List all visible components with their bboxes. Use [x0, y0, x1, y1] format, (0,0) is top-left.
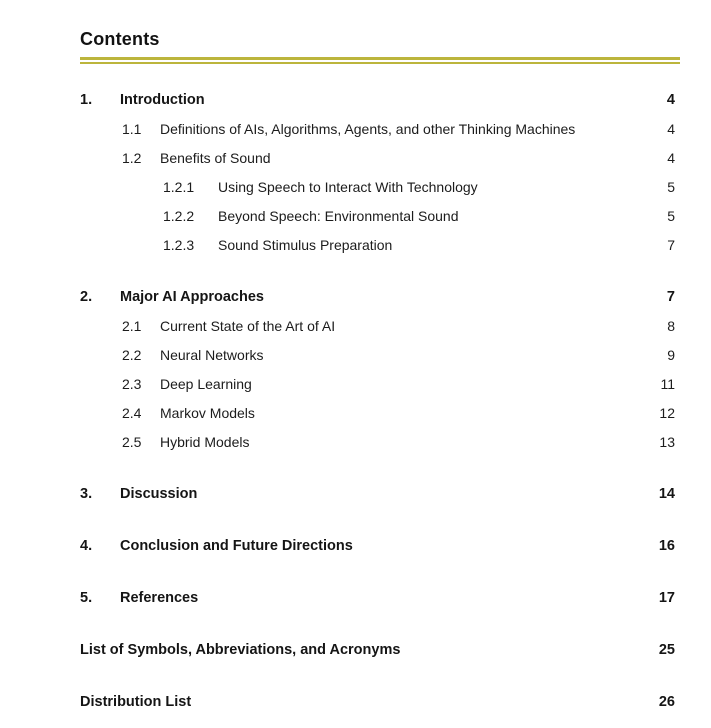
toc-entry-number: 1.2	[122, 150, 142, 166]
toc-entry-title: Hybrid Models	[160, 434, 250, 450]
toc-entry	[80, 538, 675, 555]
toc-entry-page: 26	[658, 694, 675, 710]
toc-entry-number: 1.	[80, 92, 93, 108]
toc-entry-page: 7	[667, 237, 675, 253]
toc-entry-title: Neural Networks	[160, 347, 264, 363]
toc-entry-page: 25	[658, 642, 675, 658]
toc-entry-title: Definitions of AIs, Algorithms, Agents, and other Thinking Machines	[160, 121, 576, 137]
toc-entry-title: Beyond Speech: Environmental Sound	[218, 208, 459, 224]
toc-entry-number: 2.4	[122, 405, 142, 421]
toc-entry-page: 4	[667, 121, 675, 137]
toc-entry-title: Benefits of Sound	[160, 150, 271, 166]
toc-entry-number: 2.2	[122, 347, 142, 363]
toc-entry-page: 17	[658, 590, 675, 606]
toc-entry	[80, 347, 675, 364]
toc-entry-title: Distribution List	[80, 694, 192, 710]
toc-entry-title: Conclusion and Future Directions	[120, 538, 353, 554]
toc-entry-number: 2.5	[122, 434, 142, 450]
toc-entry	[80, 590, 675, 607]
toc-entry-page: 16	[658, 538, 675, 554]
toc-entry	[80, 179, 675, 196]
toc-entry	[80, 150, 675, 167]
toc-entry-page: 4	[667, 150, 675, 166]
toc-entry	[80, 237, 675, 254]
toc-entry	[80, 405, 675, 422]
page-title: Contents	[80, 29, 160, 49]
toc-entry-number: 5.	[80, 590, 93, 606]
toc-entry	[80, 434, 675, 451]
toc-entry-number: 3.	[80, 486, 93, 502]
toc-entry-page: 13	[659, 434, 675, 450]
toc-entry-title: Discussion	[120, 486, 198, 502]
toc-entry-page: 14	[658, 486, 675, 502]
toc-entry-title: References	[120, 590, 199, 606]
toc-entry	[80, 376, 675, 393]
toc-entry-title: Current State of the Art of AI	[160, 318, 336, 334]
title-rule	[80, 57, 680, 64]
toc-entry	[80, 486, 675, 503]
toc-entry-number: 2.	[80, 289, 93, 305]
toc-entry-title: Deep Learning	[160, 376, 252, 392]
toc-entry-page: 9	[667, 347, 675, 363]
toc-entry-page: 7	[666, 289, 675, 305]
toc-entry	[80, 121, 675, 138]
toc-entry	[80, 694, 675, 711]
toc-entry-number: 1.2.1	[163, 179, 195, 195]
toc-entry-page: 8	[667, 318, 675, 334]
toc-entry-title: Sound Stimulus Preparation	[218, 237, 393, 253]
toc-entry-title: Introduction	[120, 92, 205, 108]
toc-entry-page: 11	[660, 376, 675, 392]
toc-entry-page: 5	[667, 179, 675, 195]
toc-entry-page: 4	[666, 92, 675, 108]
toc-entry-number: 4.	[80, 538, 93, 554]
toc-list	[80, 92, 675, 711]
toc-entry-number: 2.3	[122, 376, 142, 392]
toc-entry-title: Major AI Approaches	[120, 289, 264, 305]
toc-entry	[80, 642, 675, 659]
toc-entry-title: List of Symbols, Abbreviations, and Acronyms	[80, 642, 401, 658]
toc-entry-title: Markov Models	[160, 405, 255, 421]
toc-entry	[80, 289, 675, 306]
toc-entry-number: 1.1	[122, 121, 142, 137]
toc-entry	[80, 208, 675, 225]
toc-entry	[80, 318, 675, 335]
toc-entry-number: 2.1	[122, 318, 142, 334]
toc-entry-number: 1.2.2	[163, 208, 195, 224]
toc-entry-title: Using Speech to Interact With Technology	[218, 179, 478, 195]
toc-entry-number: 1.2.3	[163, 237, 195, 253]
toc-entry-page: 5	[667, 208, 675, 224]
toc-entry	[80, 92, 675, 109]
toc-entry-page: 12	[659, 405, 675, 421]
